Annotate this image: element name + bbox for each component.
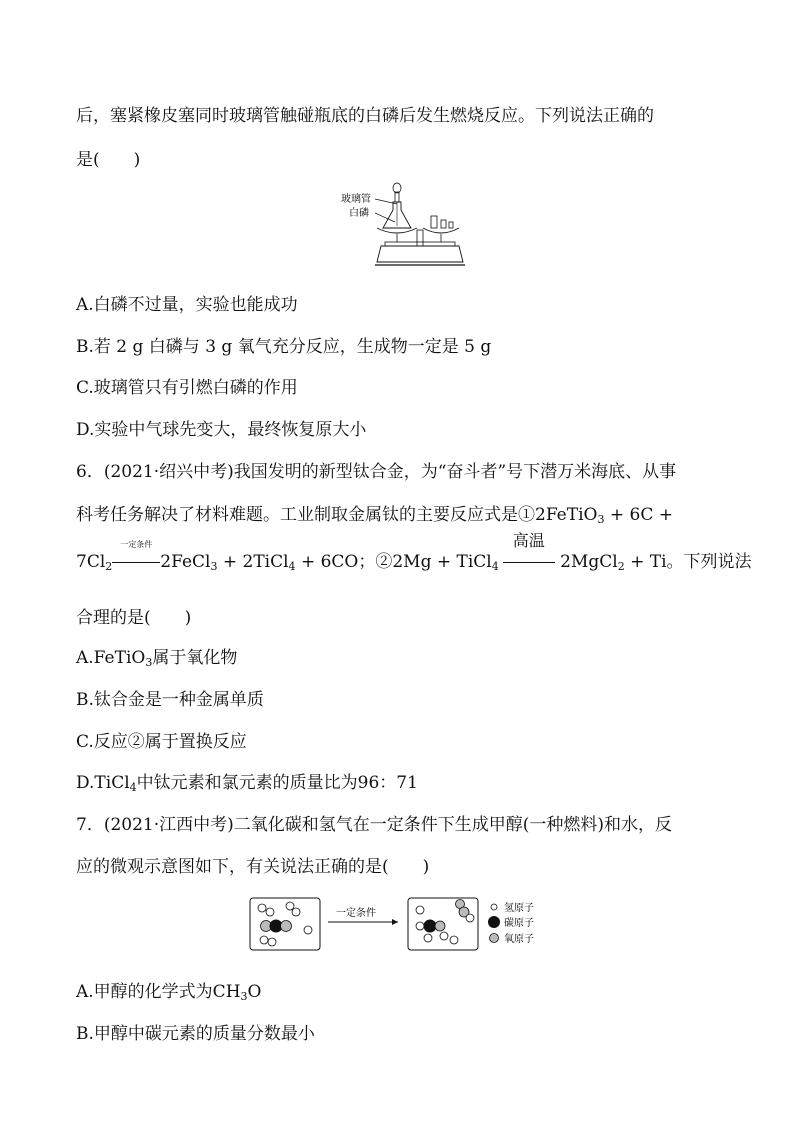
q7-optA-text: A.甲醇的化学式为CH [76, 982, 241, 1002]
q7-stem-open: 应的微观示意图如下，有关说法正确的是( [76, 857, 389, 877]
legend-hydrogen-marker [491, 904, 497, 910]
reaction-condition-1 [112, 540, 160, 572]
condition-text-1: 一定条件 [120, 540, 153, 549]
q7-option-a [76, 982, 261, 1007]
legend-oxygen: 氧原子 [504, 934, 534, 945]
q6-optD-end: 中钛元素和氯元素的质量比为96：71 [136, 773, 418, 793]
legend-carbon-marker [488, 916, 500, 928]
q6-stem-line1: 6．(2021·绍兴中考)我国发明的新型钛合金，为“奋斗者”号下潜万米海底、从事 [76, 462, 677, 482]
q5-option-b: B.若 2 g 白磷与 3 g 氧气充分反应，生成物一定是 5 g [76, 337, 492, 357]
q5-stem-line1: 后，塞紧橡皮塞同时玻璃管触碰瓶底的白磷后发生燃烧反应。下列说法正确的 [76, 106, 654, 126]
q5-stem-close: ) [133, 150, 141, 170]
reaction-condition-2 [503, 531, 555, 572]
q6-stem-open: 合理的是( [76, 608, 151, 628]
eq-ticl: + 2TiCl [217, 552, 289, 572]
eq-cl: 7Cl [76, 552, 106, 572]
q6-option-b: B.钛合金是一种金属单质 [76, 690, 264, 710]
legend-oxygen-marker [490, 934, 499, 943]
legend-hydrogen: 氢原子 [504, 903, 534, 914]
q6-optA-end: 属于氧化物 [152, 648, 238, 668]
q7-stem-line1: 7．(2021·江西中考)二氧化碳和氢气在一定条件下生成甲醇(一种燃料)和水，反 [76, 815, 673, 835]
q6-optA-text: A.FeTiO [76, 648, 146, 668]
eq-ticl-sub: 4 [288, 560, 296, 573]
legend-carbon: 碳原子 [504, 918, 534, 929]
condition-text-2: 高温 [512, 531, 545, 550]
q6-optD-sub: 4 [129, 781, 137, 794]
figure-label-phosphorus: 白磷 [349, 208, 369, 219]
q7-option-b: B.甲醇中碳元素的质量分数最小 [76, 1024, 315, 1044]
q6-stem-line2-text: 科考任务解决了材料难题。工业制取金属钛的主要反应式是①2FeTiO [76, 505, 598, 525]
eq-ti: + Ti。下列说法 [624, 552, 752, 572]
arrow-condition-label: 一定条件 [336, 908, 376, 919]
eq-cl-sub: 2 [105, 560, 113, 573]
q7-optA-end: O [247, 982, 262, 1002]
q7-optA-sub: 3 [240, 990, 248, 1003]
q6-stem-line2 [76, 505, 673, 530]
q5-option-d: D.实验中气球先变大，最终恢复原大小 [76, 420, 367, 440]
eq-fecl-sub: 3 [210, 560, 218, 573]
eq-mgcl: 2MgCl [554, 552, 618, 572]
q6-optD-text: D.TiCl [76, 773, 130, 793]
q5-stem-open: 是( [76, 150, 100, 170]
eq-mg: + 6CO；②2Mg + TiCl [295, 552, 492, 572]
q6-stem-line2-end: + 6C + [604, 505, 673, 525]
q7-stem-close: ) [422, 857, 430, 877]
q6-option-d [76, 773, 418, 798]
q5-stem-line2 [76, 150, 140, 170]
q5-option-c: C.玻璃管只有引燃白磷的作用 [76, 378, 298, 398]
microscopic-reaction-diagram [248, 896, 548, 954]
eq-ticl4-sub: 4 [491, 560, 499, 573]
q6-equation-line [76, 531, 752, 577]
q6-sub-3: 3 [597, 513, 605, 526]
q6-stem-close: ) [184, 608, 192, 628]
q7-stem-line2 [76, 857, 429, 877]
eq-mgcl-sub: 2 [617, 560, 625, 573]
q6-option-c: C.反应②属于置换反应 [76, 732, 247, 752]
q6-stem-line4 [76, 608, 191, 628]
q6-option-a [76, 648, 237, 673]
q6-optA-sub: 3 [145, 656, 153, 669]
q5-option-a: A.白磷不过量，实验也能成功 [76, 295, 298, 315]
figure-label-tube: 玻璃管 [341, 194, 371, 205]
eq-fecl: 2FeCl [160, 552, 211, 572]
balance-apparatus-figure [335, 180, 475, 270]
